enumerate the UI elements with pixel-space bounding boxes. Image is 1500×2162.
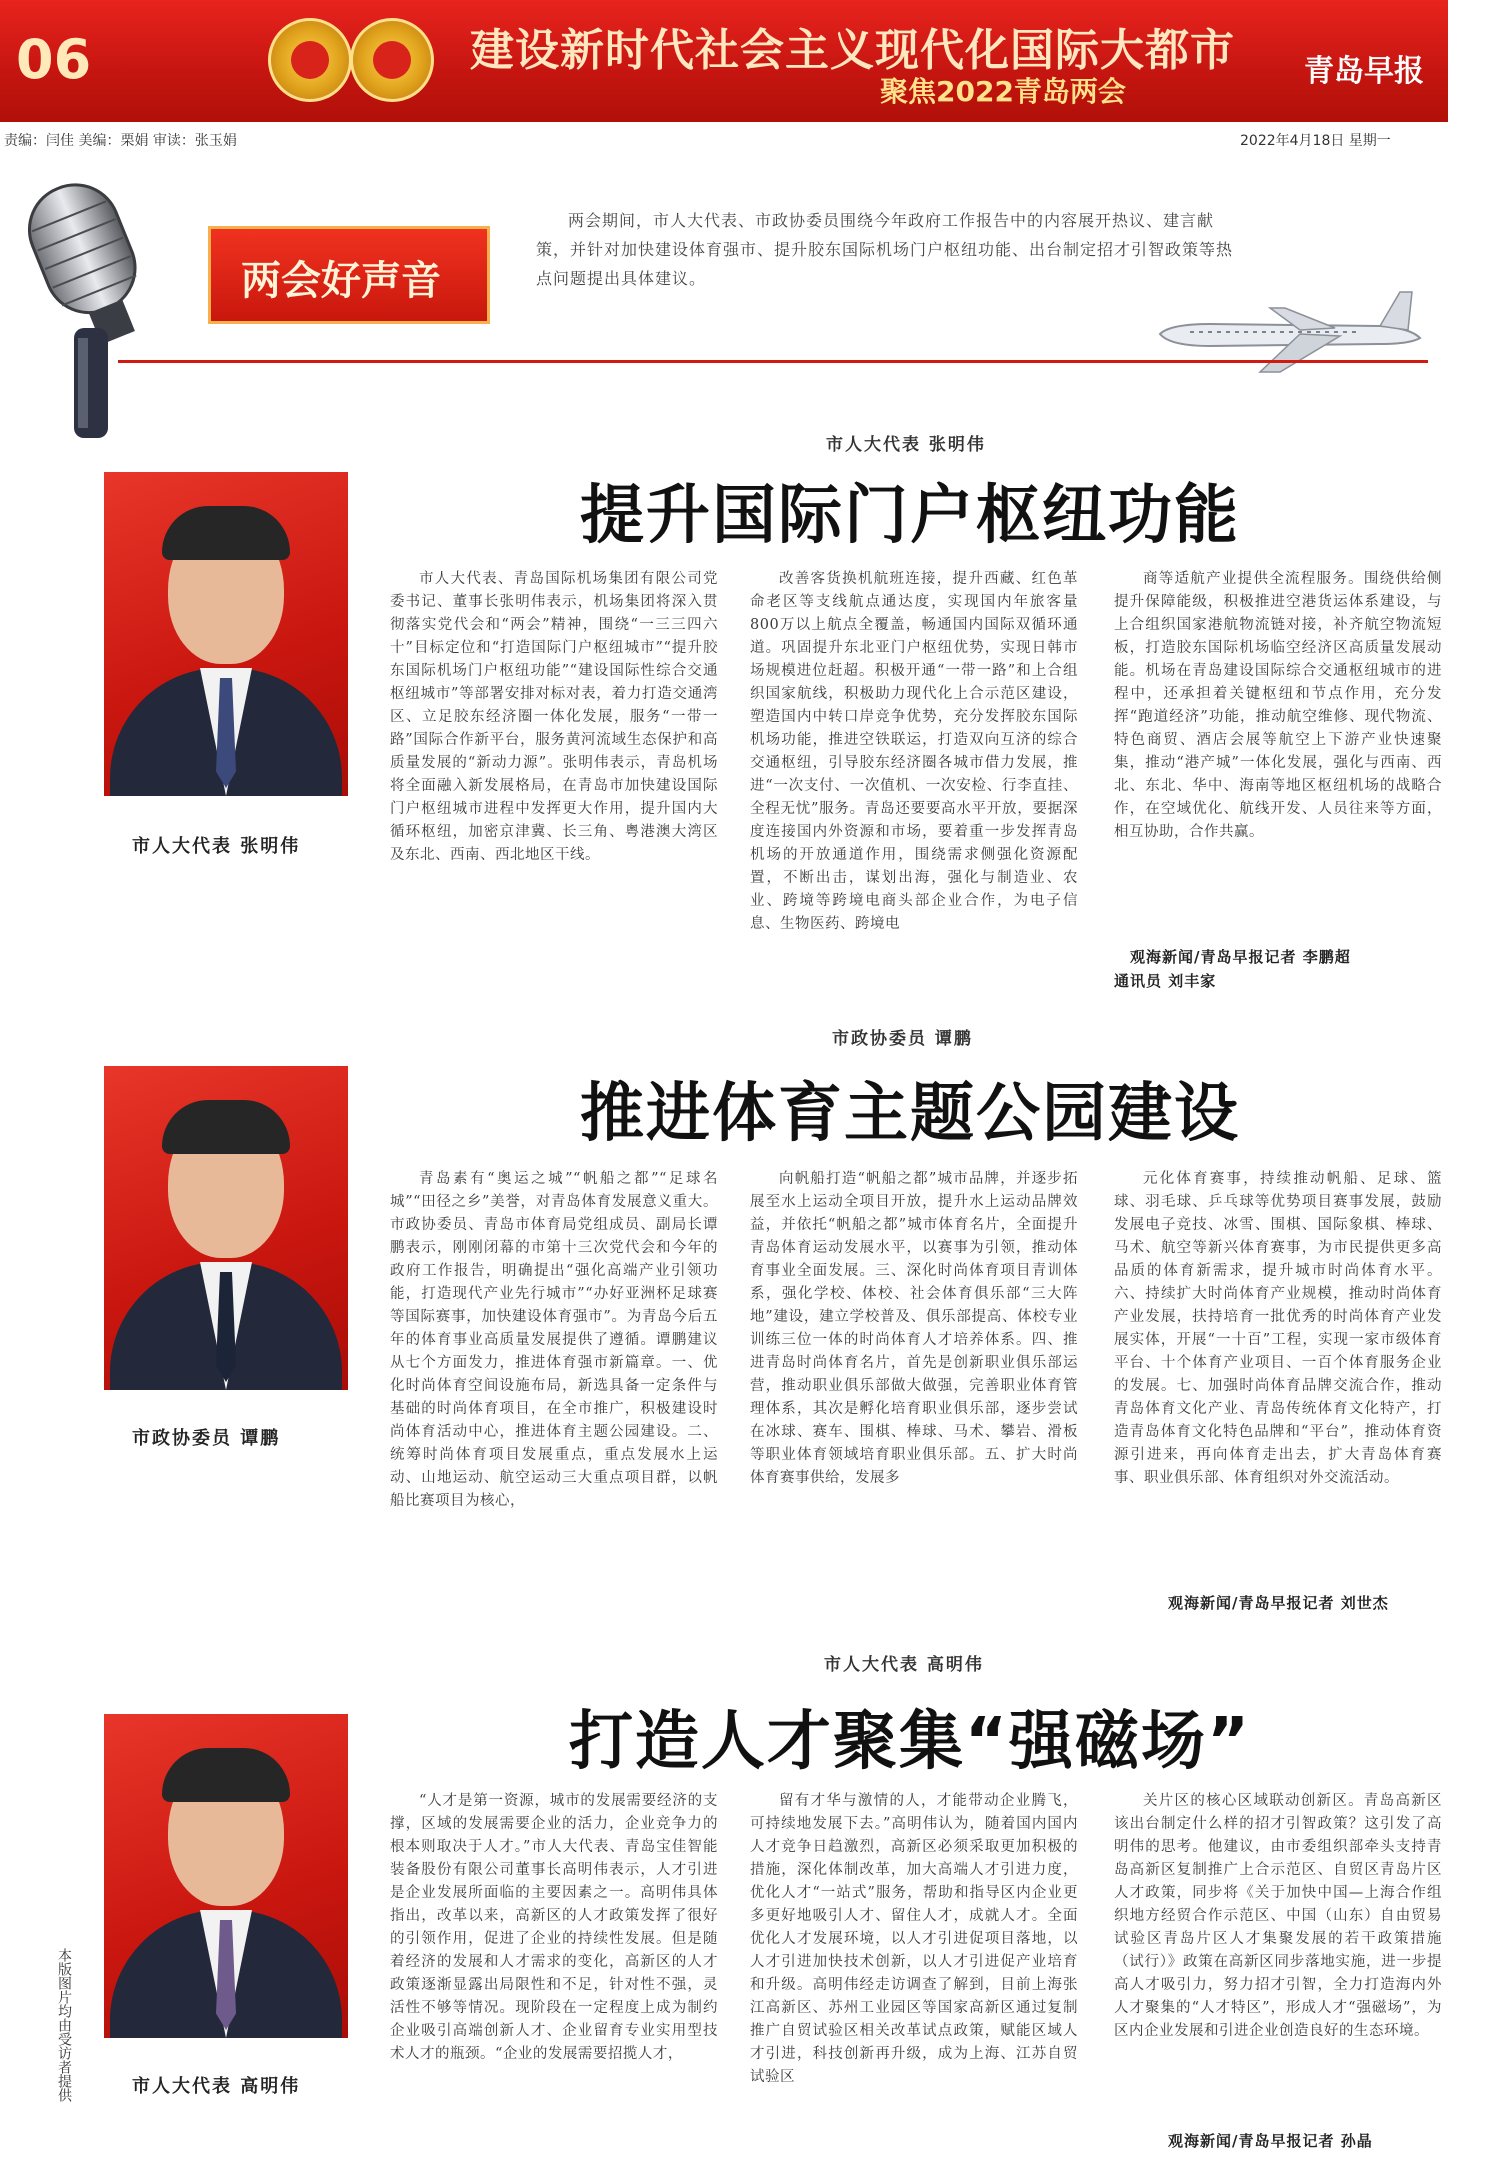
national-emblem-icon [268, 18, 352, 102]
article-column: 商等适航产业提供全流程服务。围绕供给侧提升保障能级，积极推进空港货运体系建设，与上合组织国家港航物流链对接，补齐航空物流短板，打造胶东国际机场临空经济区高质量发展动能。机场在青岛建设国际综合交通枢纽城市的进程中，还承担着关键枢纽和节点作用，充分发挥“跑道经济”功能，推动航空维修、现代物流、特色商贸、酒店会展等航空上下游产业快速聚集，推动“港产城”一体化发展，强化与西南、西北、东北、华中、海南等地区枢纽机场的战略合作，在空域优化、航线开发、人员往来等方面，相互协助，合作共赢。 [1114, 571, 1442, 840]
article-byline: 市人大代表 张明伟 [826, 435, 986, 455]
article-column: “人才是第一资源，城市的发展需要经济的支撑，区域的发展需要企业的活力，企业竞争力的根本则取决于人才。”市人大代表、青岛宝佳智能装备股份有限公司董事长高明伟表示，人才引进是企业发展所面临的主要因素之一。高明伟具体指出，改革以来，高新区的人才政策发挥了很好的引领作用，促进了企业的持续性发展。但是随着经济的发展和人才需求的变化，高新区的人才政策逐渐显露出局限性和不足，针对性不强，灵活性不够等情况。现阶段在一定程度上成为制约企业吸引高端创新人才、企业留育专业实用型技术人才的瓶颈。“企业的发展需要招揽人才， [390, 1793, 718, 2062]
section-intro: 两会期间，市人大代表、市政协委员围绕今年政府工作报告中的内容展开热议、建言献策，并针对加快建设体育强市、提升胶东国际机场门户枢纽功能、出台制定招才引智政策等热点问题提出具体建议。 [536, 211, 1234, 288]
issue-date: 2022年4月18日 星期一 [1240, 133, 1391, 149]
microphone-icon [16, 178, 156, 448]
article-column: 关片区的核心区域联动创新区。青岛高新区该出台制定什么样的招才引智政策？这引发了高明伟的思考。他建议，由市委组织部牵头支持青岛高新区复制推广上合示范区、自贸区青岛片区人才政策，同步将《关于加快中国—上海合作组织地方经贸合作示范区、中国（山东）自由贸易试验区青岛片区人才集聚发展的若干政策措施（试行）》政策在高新区同步落地实施，进一步提高人才吸引力，努力招才引智，全力打造海内外人才聚集的“人才特区”，形成人才“强磁场”，为区内企业发展和引进企业创造良好的生态环境。 [1114, 1793, 1442, 2039]
article-headline: 提升国际门户枢纽功能 [580, 479, 1240, 553]
page-banner [0, 0, 1448, 122]
reporter-credit: 观海新闻/青岛早报记者 孙晶 [1168, 2132, 1373, 2150]
article-headline: 打造人才聚集“强磁场” [568, 1705, 1252, 1779]
banner-subtitle: 聚焦2022青岛两会 [880, 75, 1126, 108]
section-divider [118, 360, 1428, 363]
newspaper-logo: 青岛早报 [1304, 54, 1424, 89]
article-byline: 市政协委员 谭鹏 [832, 1029, 973, 1049]
section-label: 两会好声音 [241, 258, 441, 304]
editor-credits: 责编：闫佳 美编：栗娟 审读：张玉娟 [4, 133, 237, 149]
section-label-box [208, 226, 490, 324]
delegate-photo [104, 1066, 348, 1390]
reporter-credit: 观海新闻/青岛早报记者 李鹏超 [1130, 948, 1351, 966]
delegate-photo [104, 472, 348, 796]
photo-caption: 市人大代表 高明伟 [132, 2076, 301, 2097]
article-byline: 市人大代表 高明伟 [824, 1655, 984, 1675]
photo-caption: 市政协委员 谭鹏 [132, 1428, 281, 1449]
reporter-credit: 通讯员 刘丰家 [1114, 972, 1217, 990]
article-column: 市人大代表、青岛国际机场集团有限公司党委书记、董事长张明伟表示，机场集团将深入贯彻落实党代会和“两会”精神，围绕“一三三四六十”目标定位和“打造国际门户枢纽城市”“提升胶东国际机场门户枢纽功能”“建设国际性综合交通枢纽城市”等部署安排对标对表，着力打造交通湾区、立足胶东经济圈一体化发展，服务“一带一路”国际合作新平台，服务黄河流域生态保护和高质量发展的“新动力源”。张明伟表示，青岛机场将全面融入新发展格局，在青岛市加快建设国际门户枢纽城市进程中发挥更大作用，提升国内大循环枢纽，加密京津冀、长三角、粤港澳大湾区及东北、西南、西北地区干线。 [390, 571, 718, 863]
cppcc-emblem-icon [350, 18, 434, 102]
article-column: 青岛素有“奥运之城”“帆船之都”“足球名城”“田径之乡”美誉，对青岛体育发展意义重大。市政协委员、青岛市体育局党组成员、副局长谭鹏表示，刚刚闭幕的市第十三次党代会和今年的政府工作报告，明确提出“强化高端产业引领功能，打造现代产业先行城市”“办好亚洲杯足球赛等国际赛事，加快建设体育强市”。为青岛今后五年的体育事业高质量发展提供了遵循。谭鹏建议从七个方面发力，推进体育强市新篇章。一、优化时尚体育空间设施布局，新选具备一定条件与基础的时尚体育项目，在全市推广，积极建设时尚体育活动中心，推进体育主题公园建设。二、统筹时尚体育项目发展重点，重点发展水上运动、山地运动、航空运动三大重点项目群，以帆船比赛项目为核心， [390, 1171, 718, 1509]
article-column: 改善客货换机航班连接，提升西藏、红色革命老区等支线航点通达度，实现国内年旅客量800万以上航点全覆盖，畅通国内国际双循环通道。巩固提升东北亚门户枢纽优势，实现日韩市场规模进位赶超。积极开通“一带一路”和上合组织国家航线，积极助力现代化上合示范区建设，塑造国内中转口岸竞争优势，充分发挥胶东国际机场功能，推进空铁联运，打造双向互济的综合交通枢纽，引导胶东经济圈各城市借力发展，推进“一次支付、一次值机、一次安检、行李直挂、全程无忧”服务。青岛还要要高水平开放，要据深度连接国内外资源和市场，要着重一步发挥青岛机场的开放通道作用，围绕需求侧强化资源配置，不断出击，谋划出海，强化与制造业、农业、跨境等跨境电商头部企业合作，为电子信息、生物医药、跨境电 [750, 571, 1078, 932]
article-column: 向帆船打造“帆船之都”城市品牌，并逐步拓展至水上运动全项目开放，提升水上运动品牌效益，并依托“帆船之都”城市体育名片，全面提升青岛体育运动发展水平，以赛事为引领，推动体育事业全面发展。三、深化时尚体育项目青训体系，强化学校、体校、社会体育俱乐部“三大阵地”建设，建立学校普及、俱乐部提高、体校专业训练三位一体的时尚体育人才培养体系。四、推进青岛时尚体育名片，首先是创新职业俱乐部运营，推动职业俱乐部做大做强，完善职业体育管理体系，其次是孵化培育职业俱乐部，逐步尝试在冰球、赛车、围棋、棒球、马术、攀岩、滑板等职业体育领域培育职业俱乐部。五、扩大时尚体育赛事供给，发展多 [750, 1171, 1078, 1486]
article-column: 元化体育赛事，持续推动帆船、足球、篮球、羽毛球、乒乓球等优势项目赛事发展，鼓励发展电子竞技、冰雪、围棋、国际象棋、棒球、马术、航空等新兴体育赛事，为市民提供更多高品质的体育新需求，提升城市时尚体育水平。六、持续扩大时尚体育产业规模，推动时尚体育产业发展，扶持培育一批优秀的时尚体育产业发展实体，开展“一十百”工程，实现一家市级体育平台、十个体育产业项目、一百个体育服务企业的发展。七、加强时尚体育品牌交流合作，推动青岛体育文化产业、青岛传统体育文化特产，打造青岛体育文化特色品牌和“平台”，推动体育资源引进来，再向体育走出去，扩大青岛体育赛事、职业俱乐部、体育组织对外交流活动。 [1114, 1171, 1442, 1486]
banner-title: 建设新时代社会主义现代化国际大都市 [470, 25, 1235, 76]
reporter-credit: 观海新闻/青岛早报记者 刘世杰 [1168, 1594, 1389, 1612]
delegate-photo [104, 1714, 348, 2038]
photo-source-note: 本版图片均由受访者提供 [56, 1948, 72, 2102]
article-headline: 推进体育主题公园建设 [580, 1077, 1240, 1151]
photo-caption: 市人大代表 张明伟 [132, 836, 301, 857]
page-number: 06 [16, 28, 92, 91]
article-column: 留有才华与激情的人，才能带动企业腾飞，可持续地发展下去。”高明伟认为，随着国内国内人才竞争日趋激烈，高新区必须采取更加积极的措施，深化体制改革，加大高端人才引进力度，优化人才“一站式”服务，帮助和指导区内企业更多更好地吸引人才、留住人才，成就人才。全面优化人才发展环境，以人才引进促项目落地，以人才引进加快技术创新，以人才引进促产业培育和升级。高明伟经走访调查了解到，目前上海张江高新区、苏州工业园区等国家高新区通过复制推广自贸试验区相关改革试点政策，赋能区域人才引进，科技创新再升级，成为上海、江苏自贸试验区 [750, 1793, 1078, 2085]
